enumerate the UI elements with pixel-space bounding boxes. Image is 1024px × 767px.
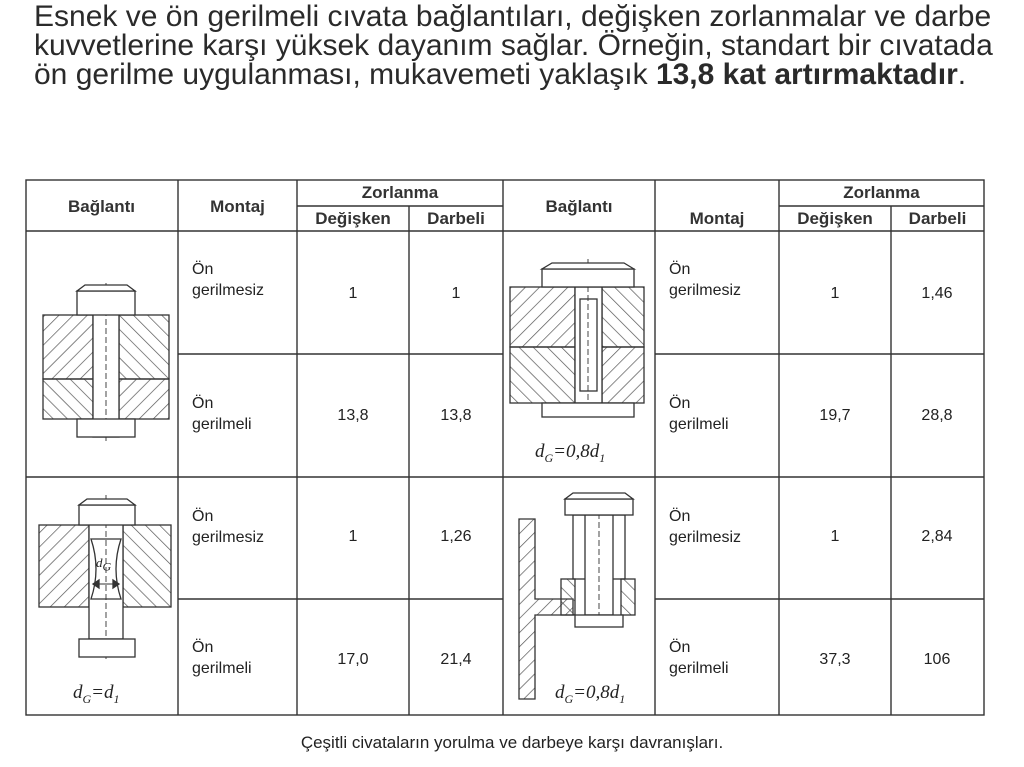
header-degisken-left: Değişken	[315, 209, 391, 228]
intro-paragraph	[34, 2, 1014, 89]
table-cell-darbeli: 1,26	[440, 528, 472, 545]
table-cell-darbeli: 1,46	[921, 285, 953, 302]
header-zorlanma-left: Zorlanma	[361, 183, 439, 202]
table-drawing	[25, 179, 987, 717]
table-cell-montaj	[192, 393, 252, 435]
sleeve-bolt-diagram	[519, 493, 635, 699]
table-cell-degisken: 1	[348, 528, 358, 545]
header-montaj-right: Montaj	[689, 209, 745, 228]
montaj-line: Ön	[669, 639, 691, 656]
montaj-line: gerilmeli	[669, 416, 729, 433]
montaj-line: Ön	[669, 508, 691, 525]
table-cell-darbeli: 28,8	[921, 407, 953, 424]
header-baglanti-left: Bağlantı	[67, 197, 136, 216]
table-cell-darbeli: 1	[451, 285, 461, 302]
dg-label: $d_G=0,8d_1$	[535, 441, 606, 465]
standard-bolt-diagram	[43, 283, 169, 441]
table-cell-montaj	[192, 637, 252, 679]
comparison-table	[25, 179, 987, 717]
table-cell-degisken: 19,7	[819, 407, 851, 424]
montaj-line: gerilmesiz	[669, 529, 742, 546]
montaj-line: Ön	[192, 639, 214, 656]
montaj-line: gerilmesiz	[669, 282, 742, 299]
montaj-line: gerilmesiz	[192, 529, 265, 546]
montaj-line: gerilmeli	[192, 416, 252, 433]
table-cell-montaj	[669, 637, 729, 679]
figure-caption: Çeşitli civataların yorulma ve darbeye karşı davranışları.	[300, 733, 724, 752]
montaj-line: Ön	[669, 395, 691, 412]
montaj-line: Ön	[192, 261, 214, 278]
table-cell-darbeli: 106	[923, 651, 951, 668]
table-cell-degisken: 1	[348, 285, 358, 302]
table-cell-degisken: 1	[830, 285, 840, 302]
intro-text: Esnek ve ön gerilmeli cıvata bağlantıları, değişken zorlanmalar ve darbe kuvvetlerine karşı yüksek dayanım sağlar. Örneğin, standart bir cıvatada ön gerilme uygulanması, mukavemeti yaklaşık	[34, 0, 993, 91]
intro-end: .	[957, 58, 967, 91]
montaj-line: Ön	[192, 508, 214, 525]
montaj-line: gerilmesiz	[192, 282, 265, 299]
header-baglanti-right: Bağlantı	[545, 197, 613, 216]
montaj-line: Ön	[192, 395, 214, 412]
table-cell-darbeli: 2,84	[921, 528, 953, 545]
montaj-line: gerilmeli	[192, 660, 252, 677]
table-cell-montaj	[669, 259, 741, 301]
table-grid	[26, 180, 984, 715]
table-cell-degisken: 37,3	[819, 651, 851, 668]
montaj-line: gerilmeli	[669, 660, 729, 677]
table-cell-darbeli: 13,8	[440, 407, 472, 424]
header-zorlanma-right: Zorlanma	[843, 183, 920, 202]
table-cell-montaj	[669, 506, 741, 548]
table-cell-darbeli: 21,4	[440, 651, 472, 668]
table-cell-montaj	[669, 393, 729, 435]
table-cell-degisken: 17,0	[337, 651, 369, 668]
table-cell-degisken: 1	[830, 528, 840, 545]
header-darbeli-left: Darbeli	[427, 209, 485, 228]
table-cell-montaj	[192, 259, 264, 301]
header-montaj-left: Montaj	[210, 197, 265, 216]
dg-arrow-label: $d_G$	[96, 555, 112, 574]
header-darbeli-right: Darbeli	[908, 209, 967, 228]
dg-label: $d_G=d_1$	[73, 682, 120, 706]
montaj-line: Ön	[669, 261, 691, 278]
waisted-bolt-diagram	[39, 495, 171, 659]
table-cell-degisken: 13,8	[337, 407, 369, 424]
intro-bold: 13,8 kat artırmaktadır	[655, 58, 958, 91]
reduced-shank-bolt-diagram	[510, 259, 644, 417]
header-degisken-right: Değişken	[797, 209, 873, 228]
table-cell-montaj	[192, 506, 264, 548]
dg-label: $d_G=0,8d_1$	[555, 682, 626, 706]
